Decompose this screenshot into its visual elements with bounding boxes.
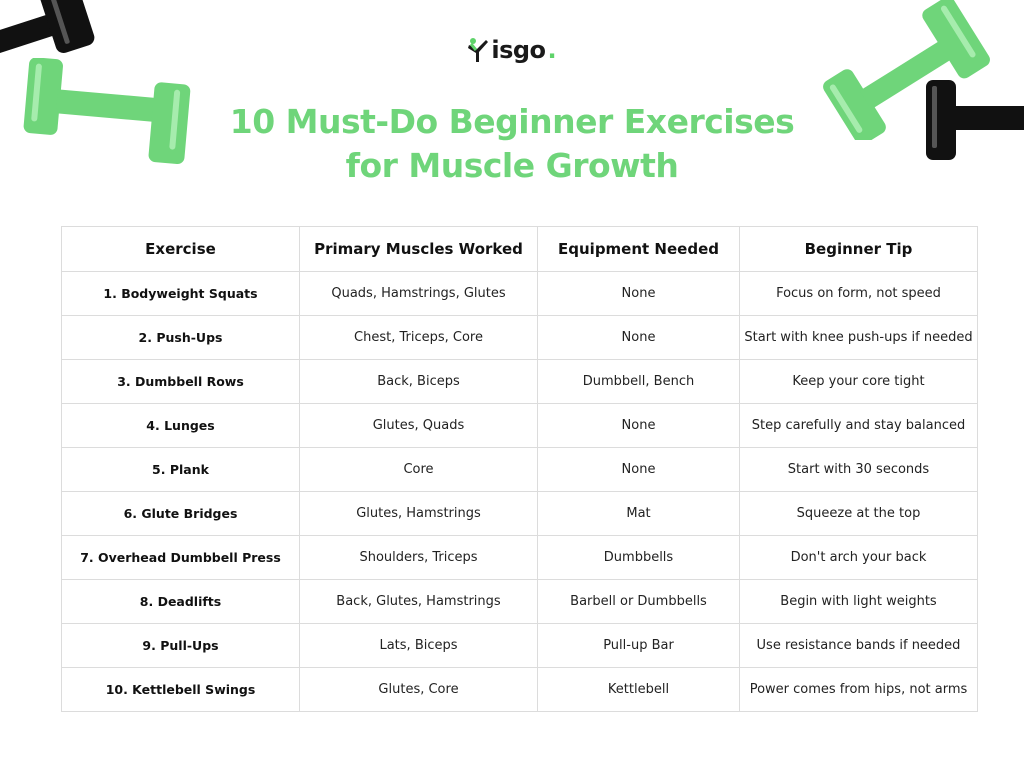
equipment-cell: Pull-up Bar [538,624,740,668]
logo-dot: . [547,36,557,64]
table-row [62,360,978,404]
equipment-cell: Barbell or Dumbbells [538,580,740,624]
table-row [62,492,978,536]
brand-logo [0,36,1024,64]
table-row [62,668,978,712]
muscles-cell: Glutes, Hamstrings [300,492,538,536]
tip-cell: Use resistance bands if needed [740,624,978,668]
equipment-cell: None [538,448,740,492]
exercise-table [61,226,978,712]
exercise-cell: 9. Pull-Ups [62,624,300,668]
header-primary-muscles: Primary Muscles Worked [300,227,538,272]
exercise-cell: 1. Bodyweight Squats [62,272,300,316]
exercise-cell: 6. Glute Bridges [62,492,300,536]
tip-cell: Focus on form, not speed [740,272,978,316]
exercise-cell: 3. Dumbbell Rows [62,360,300,404]
equipment-cell: Mat [538,492,740,536]
title-line-1: 10 Must-Do Beginner Exercises [229,102,795,141]
equipment-cell: Kettlebell [538,668,740,712]
exercise-cell: 8. Deadlifts [62,580,300,624]
header-exercise: Exercise [62,227,300,272]
exercise-cell: 10. Kettlebell Swings [62,668,300,712]
table-row [62,580,978,624]
table-row [62,272,978,316]
exercise-cell: 5. Plank [62,448,300,492]
muscles-cell: Chest, Triceps, Core [300,316,538,360]
tip-cell: Keep your core tight [740,360,978,404]
muscles-cell: Lats, Biceps [300,624,538,668]
logo-figure-icon [467,37,489,63]
tip-cell: Start with knee push-ups if needed [740,316,978,360]
equipment-cell: None [538,316,740,360]
muscles-cell: Back, Biceps [300,360,538,404]
exercise-cell: 7. Overhead Dumbbell Press [62,536,300,580]
tip-cell: Step carefully and stay balanced [740,404,978,448]
logo-wordmark: isgo [491,36,546,64]
tip-cell: Don't arch your back [740,536,978,580]
exercise-cell: 2. Push-Ups [62,316,300,360]
table-row [62,624,978,668]
muscles-cell: Core [300,448,538,492]
muscles-cell: Back, Glutes, Hamstrings [300,580,538,624]
muscles-cell: Glutes, Quads [300,404,538,448]
header-beginner-tip: Beginner Tip [740,227,978,272]
table-header-row [62,227,978,272]
equipment-cell: None [538,272,740,316]
equipment-cell: Dumbbell, Bench [538,360,740,404]
exercise-cell: 4. Lunges [62,404,300,448]
page-title [0,100,1024,188]
table-row [62,404,978,448]
tip-cell: Power comes from hips, not arms [740,668,978,712]
equipment-cell: Dumbbells [538,536,740,580]
table-row [62,448,978,492]
table-row [62,536,978,580]
tip-cell: Squeeze at the top [740,492,978,536]
muscles-cell: Quads, Hamstrings, Glutes [300,272,538,316]
muscles-cell: Glutes, Core [300,668,538,712]
table-row [62,316,978,360]
equipment-cell: None [538,404,740,448]
tip-cell: Start with 30 seconds [740,448,978,492]
tip-cell: Begin with light weights [740,580,978,624]
title-line-2: for Muscle Growth [345,146,679,185]
header-equipment: Equipment Needed [538,227,740,272]
exercise-table-container [61,226,977,712]
muscles-cell: Shoulders, Triceps [300,536,538,580]
